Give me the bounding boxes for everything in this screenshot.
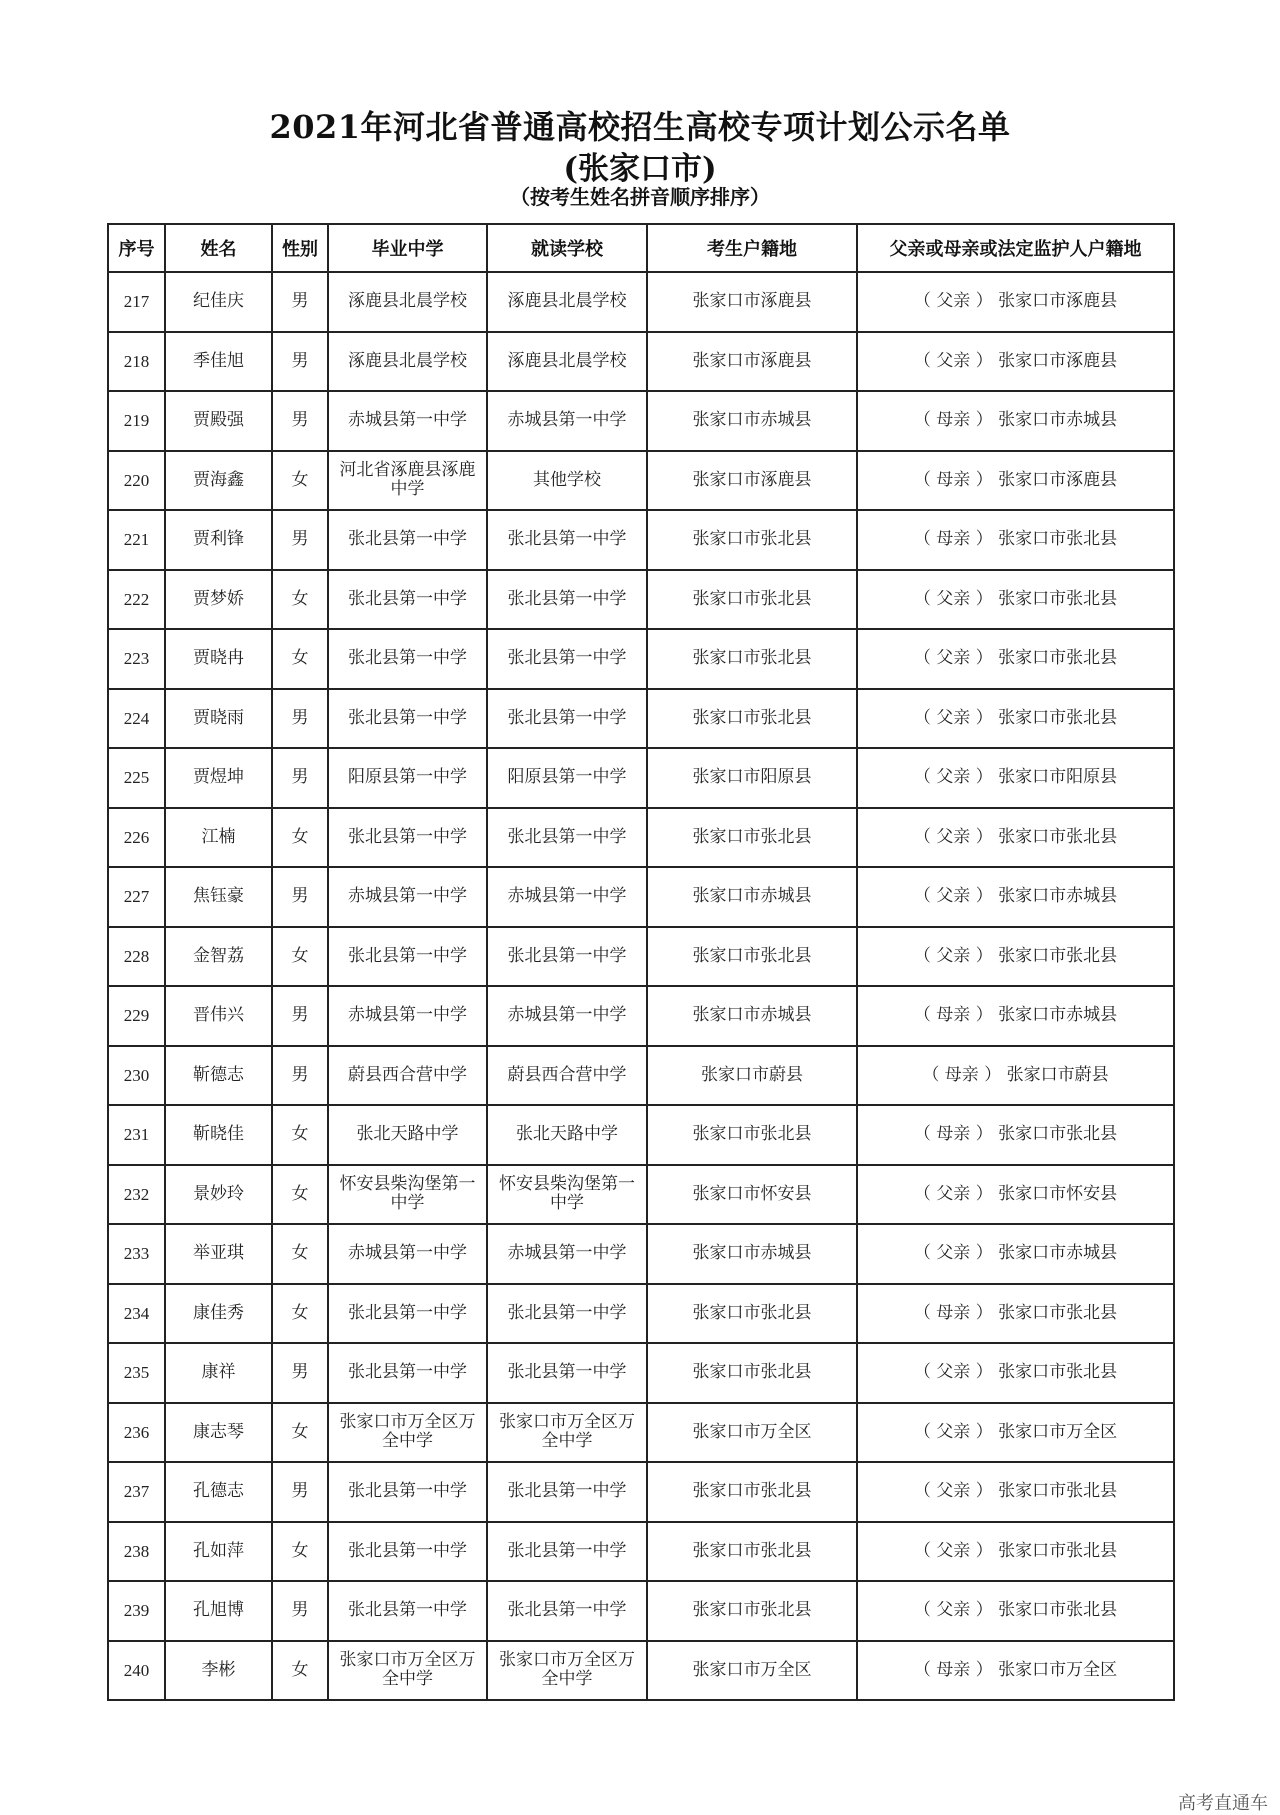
admission-list-table [107,223,1175,1701]
cell-gender: 男 [272,272,328,332]
cell-name: 孔如萍 [165,1522,272,1582]
cell-name: 靳晓佳 [165,1105,272,1165]
cell-gender: 女 [272,1105,328,1165]
cell-guardian-registration: （ 父亲 ） 张家口市赤城县 [857,867,1174,927]
cell-current-school: 赤城县第一中学 [487,986,647,1046]
document-title: 2021年河北省普通高校招生高校专项计划公示名单 [269,108,1011,146]
cell-current-school: 涿鹿县北晨学校 [487,272,647,332]
table-row [108,986,1174,1046]
cell-household-registration: 张家口市张北县 [647,570,857,630]
cell-seq: 219 [108,391,165,451]
cell-current-school: 张北县第一中学 [487,689,647,749]
cell-household-registration: 张家口市赤城县 [647,986,857,1046]
cell-name: 贾梦娇 [165,570,272,630]
cell-seq: 238 [108,1522,165,1582]
cell-household-registration: 张家口市张北县 [647,1581,857,1641]
cell-gender: 女 [272,570,328,630]
cell-guardian-registration: （ 父亲 ） 张家口市张北县 [857,570,1174,630]
cell-seq: 220 [108,451,165,511]
cell-current-school: 张北县第一中学 [487,1343,647,1403]
watermark: 高考直通车 [1178,1793,1268,1814]
table-row [108,629,1174,689]
cell-household-registration: 张家口市张北县 [647,927,857,987]
cell-current-school: 蔚县西合营中学 [487,1046,647,1106]
cell-name: 贾利锋 [165,510,272,570]
cell-seq: 230 [108,1046,165,1106]
cell-household-registration: 张家口市张北县 [647,689,857,749]
cell-current-school: 怀安县柴沟堡第一中学 [487,1165,647,1225]
cell-seq: 229 [108,986,165,1046]
cell-name: 康志琴 [165,1403,272,1463]
cell-seq: 222 [108,570,165,630]
cell-gender: 女 [272,1522,328,1582]
cell-household-registration: 张家口市赤城县 [647,391,857,451]
cell-gender: 女 [272,1403,328,1463]
cell-seq: 223 [108,629,165,689]
cell-guardian-registration: （ 父亲 ） 张家口市万全区 [857,1403,1174,1463]
cell-name: 贾殿强 [165,391,272,451]
cell-seq: 231 [108,1105,165,1165]
cell-seq: 228 [108,927,165,987]
cell-gender: 男 [272,391,328,451]
cell-graduation-school: 张北县第一中学 [328,1581,487,1641]
cell-guardian-registration: （ 父亲 ） 张家口市赤城县 [857,1224,1174,1284]
cell-graduation-school: 赤城县第一中学 [328,1224,487,1284]
cell-name: 贾晓冉 [165,629,272,689]
table-row [108,689,1174,749]
column-header-seq: 序号 [108,224,165,272]
cell-current-school: 张北县第一中学 [487,510,647,570]
cell-graduation-school: 张北县第一中学 [328,808,487,868]
cell-current-school: 赤城县第一中学 [487,391,647,451]
cell-guardian-registration: （ 父亲 ） 张家口市张北县 [857,1343,1174,1403]
cell-name: 李彬 [165,1641,272,1701]
cell-gender: 男 [272,986,328,1046]
cell-name: 纪佳庆 [165,272,272,332]
column-header-name: 姓名 [165,224,272,272]
cell-seq: 226 [108,808,165,868]
cell-seq: 217 [108,272,165,332]
cell-current-school: 赤城县第一中学 [487,1224,647,1284]
table-body [108,272,1174,1700]
table-row [108,808,1174,868]
cell-guardian-registration: （ 母亲 ） 张家口市张北县 [857,1284,1174,1344]
cell-guardian-registration: （ 父亲 ） 张家口市张北县 [857,629,1174,689]
table-row [108,391,1174,451]
cell-seq: 240 [108,1641,165,1701]
cell-current-school: 张北县第一中学 [487,927,647,987]
cell-seq: 234 [108,1284,165,1344]
cell-household-registration: 张家口市怀安县 [647,1165,857,1225]
cell-seq: 239 [108,1581,165,1641]
cell-name: 景妙玲 [165,1165,272,1225]
cell-seq: 233 [108,1224,165,1284]
cell-name: 孔旭博 [165,1581,272,1641]
cell-household-registration: 张家口市张北县 [647,629,857,689]
cell-household-registration: 张家口市万全区 [647,1403,857,1463]
cell-guardian-registration: （ 父亲 ） 张家口市张北县 [857,1462,1174,1522]
cell-current-school: 张北天路中学 [487,1105,647,1165]
cell-name: 江楠 [165,808,272,868]
cell-household-registration: 张家口市张北县 [647,1462,857,1522]
cell-household-registration: 张家口市涿鹿县 [647,332,857,392]
sort-note: （按考生姓名拼音顺序排序） [510,185,770,209]
cell-graduation-school: 张北县第一中学 [328,689,487,749]
cell-guardian-registration: （ 父亲 ） 张家口市张北县 [857,927,1174,987]
table-row [108,332,1174,392]
cell-current-school: 赤城县第一中学 [487,867,647,927]
cell-graduation-school: 张北县第一中学 [328,570,487,630]
table-header-row [108,224,1174,272]
cell-seq: 237 [108,1462,165,1522]
cell-graduation-school: 张北县第一中学 [328,1343,487,1403]
cell-guardian-registration: （ 母亲 ） 张家口市万全区 [857,1641,1174,1701]
cell-guardian-registration: （ 父亲 ） 张家口市涿鹿县 [857,332,1174,392]
cell-gender: 男 [272,1046,328,1106]
cell-gender: 女 [272,1165,328,1225]
cell-household-registration: 张家口市赤城县 [647,867,857,927]
table-row [108,1462,1174,1522]
cell-name: 金智荔 [165,927,272,987]
table-row [108,451,1174,511]
cell-gender: 男 [272,867,328,927]
cell-current-school: 张家口市万全区万全中学 [487,1403,647,1463]
cell-graduation-school: 张北县第一中学 [328,927,487,987]
cell-guardian-registration: （ 母亲 ） 张家口市涿鹿县 [857,451,1174,511]
cell-gender: 女 [272,451,328,511]
cell-graduation-school: 赤城县第一中学 [328,391,487,451]
column-header-guardian-registration: 父亲或母亲或法定监护人户籍地 [857,224,1174,272]
cell-name: 晋伟兴 [165,986,272,1046]
cell-guardian-registration: （ 父亲 ） 张家口市张北县 [857,808,1174,868]
cell-current-school: 阳原县第一中学 [487,748,647,808]
table-row [108,1641,1174,1701]
table-row [108,1522,1174,1582]
cell-current-school: 张北县第一中学 [487,629,647,689]
cell-gender: 男 [272,748,328,808]
table-row [108,1581,1174,1641]
cell-current-school: 张北县第一中学 [487,1522,647,1582]
cell-graduation-school: 涿鹿县北晨学校 [328,272,487,332]
cell-graduation-school: 赤城县第一中学 [328,867,487,927]
table-row [108,1224,1174,1284]
table-row [108,510,1174,570]
cell-current-school: 张北县第一中学 [487,808,647,868]
table-row [108,1403,1174,1463]
table-row [108,272,1174,332]
cell-graduation-school: 张北县第一中学 [328,629,487,689]
cell-household-registration: 张家口市涿鹿县 [647,272,857,332]
cell-gender: 男 [272,689,328,749]
cell-graduation-school: 张北县第一中学 [328,1284,487,1344]
cell-current-school: 张家口市万全区万全中学 [487,1641,647,1701]
column-header-current-school: 就读学校 [487,224,647,272]
cell-seq: 227 [108,867,165,927]
cell-household-registration: 张家口市阳原县 [647,748,857,808]
cell-household-registration: 张家口市张北县 [647,510,857,570]
table-row [108,867,1174,927]
table-row [108,748,1174,808]
cell-household-registration: 张家口市张北县 [647,1343,857,1403]
cell-guardian-registration: （ 父亲 ） 张家口市张北县 [857,1581,1174,1641]
cell-current-school: 张北县第一中学 [487,1581,647,1641]
cell-seq: 236 [108,1403,165,1463]
column-header-household-registration: 考生户籍地 [647,224,857,272]
cell-gender: 女 [272,1284,328,1344]
table-row [108,1343,1174,1403]
cell-name: 贾海鑫 [165,451,272,511]
cell-seq: 218 [108,332,165,392]
cell-graduation-school: 张北县第一中学 [328,510,487,570]
cell-gender: 男 [272,1581,328,1641]
cell-name: 靳德志 [165,1046,272,1106]
cell-name: 举亚琪 [165,1224,272,1284]
cell-guardian-registration: （ 父亲 ） 张家口市怀安县 [857,1165,1174,1225]
cell-name: 季佳旭 [165,332,272,392]
cell-guardian-registration: （ 父亲 ） 张家口市涿鹿县 [857,272,1174,332]
cell-graduation-school: 怀安县柴沟堡第一中学 [328,1165,487,1225]
table-row [108,1046,1174,1106]
cell-guardian-registration: （ 父亲 ） 张家口市阳原县 [857,748,1174,808]
cell-current-school: 其他学校 [487,451,647,511]
cell-graduation-school: 河北省涿鹿县涿鹿中学 [328,451,487,511]
cell-seq: 225 [108,748,165,808]
cell-guardian-registration: （ 母亲 ） 张家口市张北县 [857,510,1174,570]
cell-name: 孔德志 [165,1462,272,1522]
cell-household-registration: 张家口市张北县 [647,808,857,868]
cell-gender: 男 [272,1343,328,1403]
cell-name: 焦钰豪 [165,867,272,927]
cell-guardian-registration: （ 父亲 ） 张家口市张北县 [857,1522,1174,1582]
cell-graduation-school: 阳原县第一中学 [328,748,487,808]
cell-current-school: 张北县第一中学 [487,1284,647,1344]
cell-gender: 女 [272,1224,328,1284]
table-row [108,570,1174,630]
cell-seq: 232 [108,1165,165,1225]
cell-seq: 235 [108,1343,165,1403]
cell-graduation-school: 张家口市万全区万全中学 [328,1641,487,1701]
cell-gender: 女 [272,629,328,689]
cell-gender: 女 [272,1641,328,1701]
cell-guardian-registration: （ 母亲 ） 张家口市张北县 [857,1105,1174,1165]
cell-guardian-registration: （ 母亲 ） 张家口市赤城县 [857,391,1174,451]
cell-household-registration: 张家口市张北县 [647,1284,857,1344]
cell-graduation-school: 张北县第一中学 [328,1462,487,1522]
cell-gender: 女 [272,808,328,868]
column-header-graduation-school: 毕业中学 [328,224,487,272]
table-row [108,1165,1174,1225]
column-header-gender: 性别 [272,224,328,272]
cell-household-registration: 张家口市张北县 [647,1105,857,1165]
cell-seq: 224 [108,689,165,749]
cell-current-school: 涿鹿县北晨学校 [487,332,647,392]
cell-current-school: 张北县第一中学 [487,1462,647,1522]
cell-guardian-registration: （ 母亲 ） 张家口市赤城县 [857,986,1174,1046]
cell-gender: 男 [272,332,328,392]
cell-name: 康祥 [165,1343,272,1403]
cell-graduation-school: 赤城县第一中学 [328,986,487,1046]
cell-graduation-school: 张家口市万全区万全中学 [328,1403,487,1463]
table-row [108,1284,1174,1344]
cell-household-registration: 张家口市涿鹿县 [647,451,857,511]
cell-household-registration: 张家口市赤城县 [647,1224,857,1284]
cell-household-registration: 张家口市张北县 [647,1522,857,1582]
cell-gender: 男 [272,510,328,570]
table-row [108,927,1174,987]
document-subtitle: (张家口市) [563,151,717,187]
cell-gender: 女 [272,927,328,987]
cell-graduation-school: 涿鹿县北晨学校 [328,332,487,392]
cell-gender: 男 [272,1462,328,1522]
cell-guardian-registration: （ 母亲 ） 张家口市蔚县 [857,1046,1174,1106]
cell-household-registration: 张家口市蔚县 [647,1046,857,1106]
cell-name: 贾煜坤 [165,748,272,808]
cell-seq: 221 [108,510,165,570]
cell-name: 贾晓雨 [165,689,272,749]
cell-household-registration: 张家口市万全区 [647,1641,857,1701]
table-row [108,1105,1174,1165]
cell-name: 康佳秀 [165,1284,272,1344]
cell-graduation-school: 张北天路中学 [328,1105,487,1165]
cell-graduation-school: 蔚县西合营中学 [328,1046,487,1106]
cell-graduation-school: 张北县第一中学 [328,1522,487,1582]
cell-current-school: 张北县第一中学 [487,570,647,630]
cell-guardian-registration: （ 父亲 ） 张家口市张北县 [857,689,1174,749]
